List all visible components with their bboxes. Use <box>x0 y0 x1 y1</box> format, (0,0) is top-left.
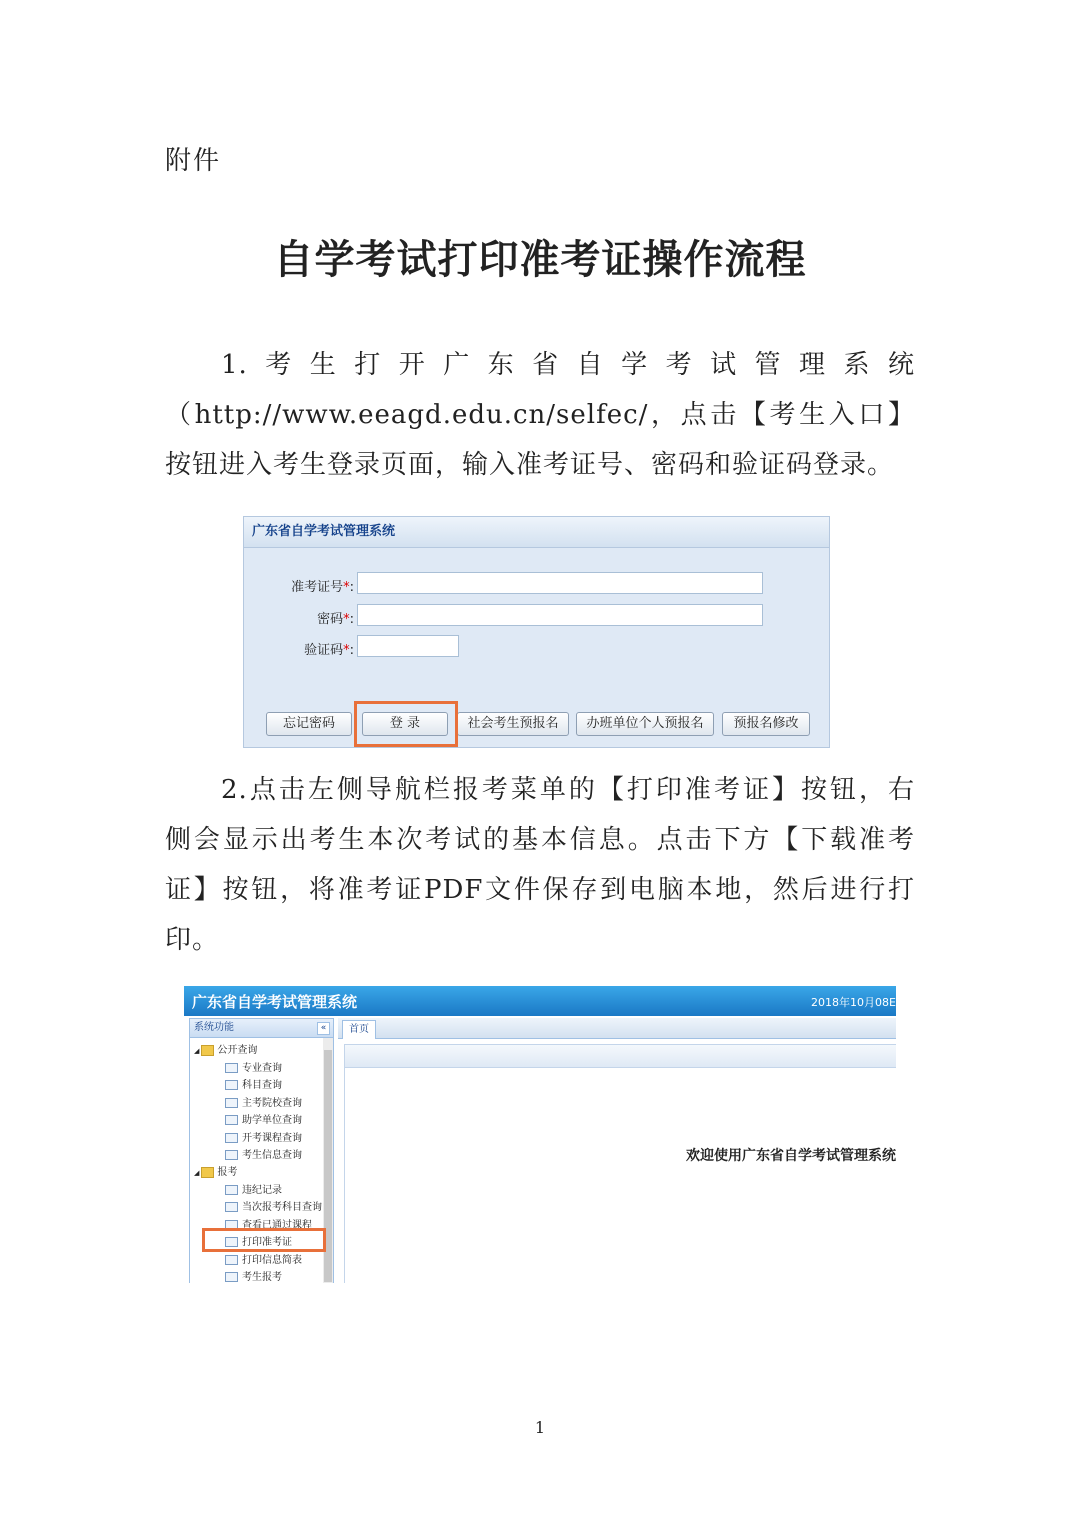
tree-item-label: 专业查询 <box>242 1063 282 1074</box>
page-title: 自学考试打印准考证操作流程 <box>273 236 807 283</box>
page-icon <box>225 1150 238 1160</box>
collapse-icon[interactable]: « <box>317 1022 330 1035</box>
password-label <box>244 608 354 627</box>
exam-number-input[interactable] <box>357 572 763 594</box>
class-prereg-button[interactable]: 办班单位个人预报名 <box>576 712 714 736</box>
tree-item-label: 当次报考科目查询 <box>242 1202 322 1213</box>
folder-icon <box>201 1045 214 1056</box>
tree-item-label: 违纪记录 <box>242 1185 282 1196</box>
tree-item[interactable] <box>225 1129 302 1144</box>
social-prereg-button[interactable]: 社会考生预报名 <box>457 712 569 736</box>
tree-item-label: 开考课程查询 <box>242 1133 302 1144</box>
expand-triangle-icon: ◢ <box>194 1047 200 1055</box>
colon: : <box>349 612 354 627</box>
page-icon <box>225 1063 238 1073</box>
tree-group-label: 公开查询 <box>217 1045 258 1056</box>
page-icon <box>225 1185 238 1195</box>
step1-paragraph <box>165 340 915 490</box>
forgot-password-button[interactable]: 忘记密码 <box>266 712 352 736</box>
page-icon <box>225 1098 238 1108</box>
tree-item[interactable] <box>225 1268 282 1283</box>
step1-line3: 按钮进入考生登录页面，输入准考证号、密码和验证码登录。 <box>165 450 895 480</box>
page-icon <box>225 1272 238 1282</box>
password-input[interactable] <box>357 604 763 626</box>
print-admission-highlight-box <box>202 1228 326 1252</box>
system-screenshot <box>184 986 896 1283</box>
page-icon <box>225 1115 238 1125</box>
step2-line2: 侧会显示出考生本次考试的基本信息。点击下方【下载准考 <box>165 825 915 855</box>
tree-item[interactable] <box>225 1251 302 1266</box>
login-button[interactable]: 登 录 <box>362 712 448 736</box>
page-icon <box>225 1202 238 1212</box>
step2-line3: 证】按钮，将准考证PDF文件保存到电脑本地，然后进行打 <box>165 875 915 905</box>
tree-item-label: 助学单位查询 <box>242 1115 302 1126</box>
required-mark: * <box>343 580 350 595</box>
system-title: 广东省自学考试管理系统 <box>192 993 358 1011</box>
step1-line2: （http://www.eeagd.edu.cn/selfec/，点击【考生入口】 <box>165 400 915 430</box>
content-toolbar <box>345 1045 896 1068</box>
tree-item-label: 考生报考 <box>242 1272 282 1283</box>
tree-item[interactable] <box>225 1146 302 1161</box>
login-highlight-box <box>354 701 458 747</box>
folder-icon <box>201 1167 214 1178</box>
tree-item-label: 查看已通过课程 <box>242 1220 312 1231</box>
captcha-input[interactable] <box>357 635 459 657</box>
step2-line1: 2.点击左侧导航栏报考菜单的【打印准考证】按钮，右 <box>221 775 915 805</box>
sidebar-title: 系统功能 <box>190 1019 333 1038</box>
tree-item[interactable] <box>225 1111 302 1126</box>
system-date: 2018年10月08E <box>811 996 896 1009</box>
tree-item-label: 科目查询 <box>242 1080 282 1091</box>
tree-group-public-query[interactable] <box>194 1041 257 1056</box>
tab-home[interactable]: 首页 <box>342 1020 376 1039</box>
prereg-edit-button[interactable]: 预报名修改 <box>722 712 810 736</box>
colon: : <box>349 643 354 658</box>
page-icon <box>225 1080 238 1090</box>
captcha-label-text: 验证码 <box>304 643 344 658</box>
system-titlebar <box>184 986 896 1016</box>
login-header: 广东省自学考试管理系统 <box>244 517 829 548</box>
tree-group-label: 报考 <box>217 1167 238 1178</box>
tab-bar <box>338 1018 896 1039</box>
tree-group-registration[interactable] <box>194 1163 237 1178</box>
tree-item[interactable] <box>225 1059 282 1074</box>
expand-triangle-icon: ◢ <box>194 1169 200 1177</box>
welcome-text: 欢迎使用广东省自学考试管理系统 <box>686 1148 896 1164</box>
login-screenshot <box>243 516 830 748</box>
tree-item-label: 打印信息简表 <box>242 1255 302 1266</box>
page-number: 1 <box>534 1418 546 1437</box>
step1-line1: 1.考生打开广东省自学考试管理系统 <box>221 350 915 380</box>
tree-item-label: 打印准考证 <box>242 1237 292 1248</box>
page-icon <box>225 1133 238 1143</box>
step2-line4: 印。 <box>165 925 220 955</box>
required-mark: * <box>343 643 350 658</box>
attachment-label: 附件 <box>165 146 222 176</box>
step2-paragraph <box>165 765 915 965</box>
captcha-label <box>244 639 354 658</box>
tree-item-label: 考生信息查询 <box>242 1150 302 1161</box>
tree-item[interactable] <box>225 1076 282 1091</box>
exam-number-label-text: 准考证号 <box>291 580 344 595</box>
password-label-text: 密码 <box>317 612 344 627</box>
required-mark: * <box>343 612 350 627</box>
tree-item[interactable] <box>225 1181 282 1196</box>
colon: : <box>349 580 354 595</box>
exam-number-label <box>244 576 354 595</box>
tree-item-label: 主考院校查询 <box>242 1098 302 1109</box>
tree-item[interactable] <box>225 1198 322 1213</box>
tree-item[interactable] <box>225 1094 302 1109</box>
page-icon <box>225 1255 238 1265</box>
